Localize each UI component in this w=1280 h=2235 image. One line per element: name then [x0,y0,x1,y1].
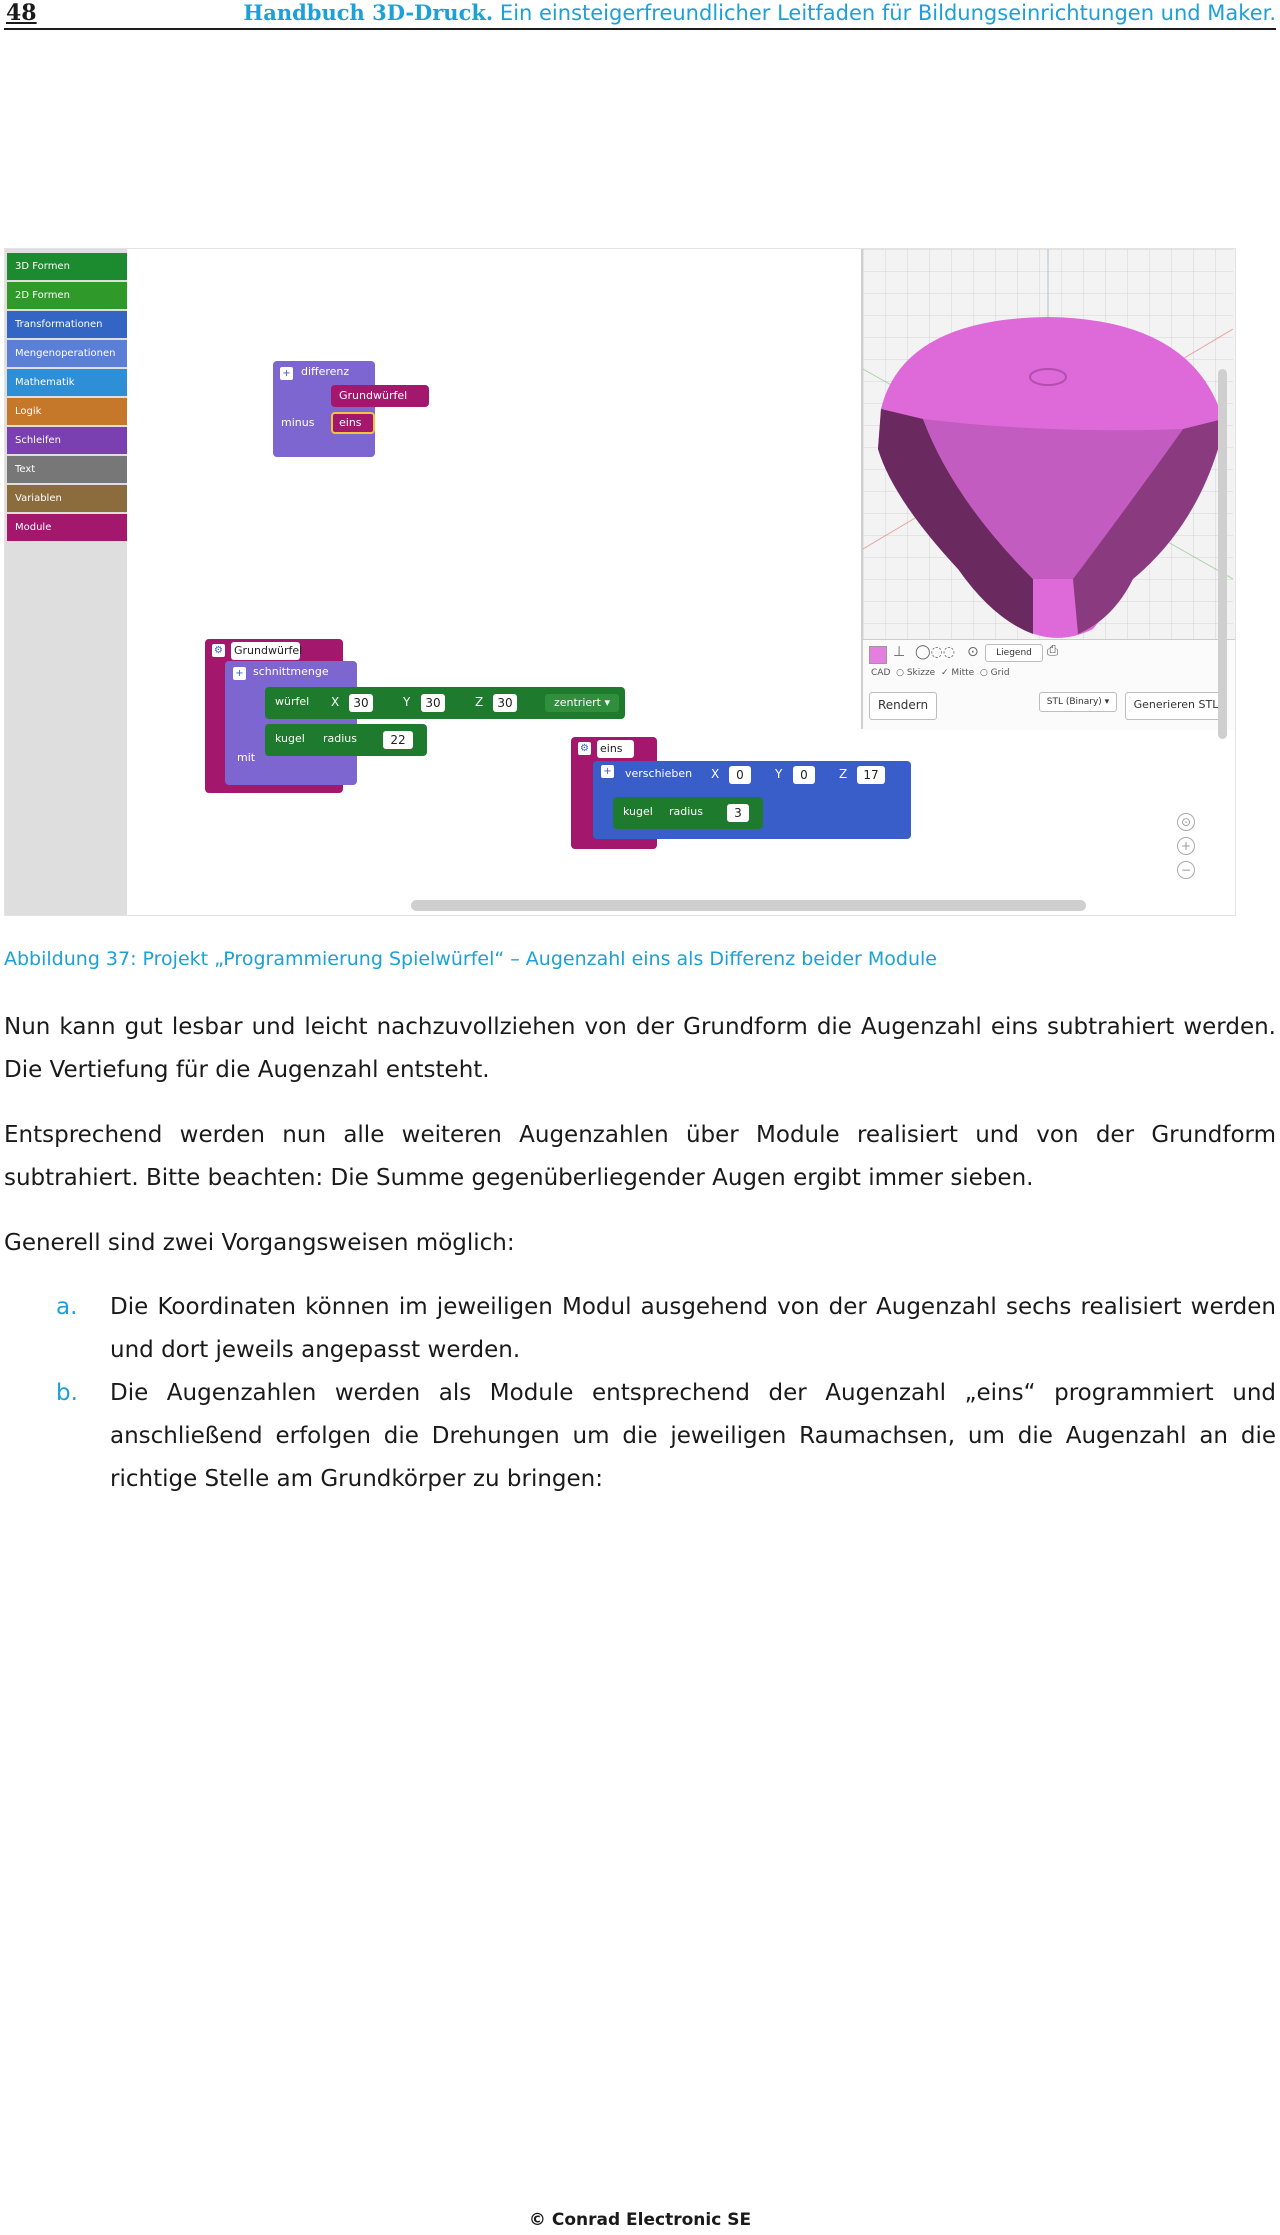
figure-caption: Abbildung 37: Projekt „Programmierung Spielwürfel“ – Augenzahl eins als Differenz beider Module [4,948,937,970]
category-transformations[interactable]: Transformationen [7,311,127,338]
camera-icon[interactable]: ⎙ [1047,643,1059,659]
translate-label: verschieben [625,767,693,780]
sphere-block[interactable] [265,724,427,756]
view-options: CAD ○ Skizze ✓ Mitte ○ Grid [871,668,1010,678]
gear-icon[interactable]: + [280,367,293,380]
paragraph-3: Generell sind zwei Vorgangsweisen möglich: [4,1230,515,1256]
option-skizze[interactable]: Skizze [906,668,936,678]
category-math[interactable]: Mathematik [7,369,127,396]
dice-render [863,249,1233,639]
cube-z-input[interactable]: 30 [493,694,517,712]
block-toolbox [5,249,127,915]
minus-label: minus [281,416,315,429]
category-variables[interactable]: Variablen [7,485,127,512]
option-mitte[interactable]: Mitte [951,668,975,678]
translate-y-input[interactable]: 0 [793,766,815,784]
x-label: X [711,767,720,781]
list-item-text: Die Augenzahlen werden als Module entsprechend der Augenzahl „eins“ programmiert und anschließend erfolgen die Drehungen um die jeweiligen Raumachsen, um die Augenzahl an die richtige Stelle am Grundkörper zu bringen: [110,1380,1276,1492]
with-label: mit [237,751,256,764]
sphere-radius-input[interactable]: 3 [727,804,749,822]
cube-centered-dropdown[interactable]: zentriert ▾ [545,694,619,712]
paragraph-2: Entsprechend werden nun alle weiteren Augenzahlen über Module realisiert und von der Grundform subtrahiert. Bitte beachten: Die Summe gegenüberliegender Augen ergibt immer sieben. [4,1122,1276,1191]
vertical-scrollbar[interactable] [1218,369,1227,739]
intersection-block[interactable] [225,661,357,785]
book-title-line [243,0,1276,25]
module-name-field[interactable]: Grundwürfel [231,642,300,660]
page-number: 48 [6,0,37,26]
category-loops[interactable]: Schleifen [7,427,127,454]
sphere-label: kugel [623,805,653,818]
sphere-label: kugel [275,732,305,745]
z-label: Z [839,767,848,781]
difference-block[interactable] [273,361,408,457]
book-subtitle: Ein einsteigerfreundlicher Leitfaden für Bildungseinrichtungen und Maker. [499,1,1276,25]
intersection-label: schnittmenge [253,665,329,678]
list-item-text: Die Koordinaten können im jeweiligen Modul ausgehend von der Augenzahl sechs realisiert werden und dort jeweils angepasst werden. [110,1294,1276,1363]
display-select[interactable]: Liegend [985,644,1043,662]
translate-z-input[interactable]: 17 [857,766,885,784]
z-label: Z [475,695,484,709]
gear-icon[interactable]: ⚙ [578,742,591,755]
list-marker: a. [56,1294,78,1320]
y-label: Y [775,767,783,781]
view-icons[interactable]: ◯◌◌ [915,644,956,660]
cube-x-input[interactable]: 30 [349,694,373,712]
render-viewer [861,249,1236,729]
category-text[interactable]: Text [7,456,127,483]
translate-x-input[interactable]: 0 [729,766,751,784]
category-modules[interactable]: Module [7,514,127,541]
paragraph-1: Nun kann gut lesbar und leicht nachzuvollziehen von der Grundform die Augenzahl eins subtrahiert werden. Die Vertiefung für die Augenzahl entsteht. [4,1014,1276,1083]
cube-y-input[interactable]: 30 [421,694,445,712]
category-set-operations[interactable]: Mengenoperationen [7,340,127,367]
list-item [4,1372,1276,1501]
viewer-controls [863,639,1236,730]
cube-label: würfel [275,695,310,708]
list-marker: b. [56,1380,78,1406]
radius-label: radius [669,805,704,818]
category-2d-shapes[interactable]: 2D Formen [7,282,127,309]
book-title: Handbuch 3D-Druck. [243,0,494,25]
sphere-block[interactable] [613,797,763,829]
zoom-in-icon[interactable]: + [1177,837,1195,855]
gear-icon[interactable]: + [601,765,614,778]
category-3d-shapes[interactable]: 3D Formen [7,253,127,280]
procedure-list [4,1286,1276,1501]
blockscad-screenshot [4,248,1236,916]
export-format-select[interactable]: STL (Binary) ▾ [1039,692,1117,712]
module-call-grundwuerfel[interactable]: Grundwürfel [331,385,429,407]
running-header [4,0,1276,30]
target-icon[interactable]: ⊙ [967,644,979,660]
horizontal-scrollbar[interactable] [411,900,1086,911]
sphere-radius-input[interactable]: 22 [383,731,413,749]
category-logic[interactable]: Logik [7,398,127,425]
module-call-eins[interactable]: eins [331,412,375,434]
difference-label: differenz [301,365,350,378]
zoom-out-icon[interactable]: − [1177,861,1195,879]
axes-icon[interactable]: ⊥ [893,644,906,660]
cube-block[interactable] [265,687,625,719]
list-item [4,1286,1276,1372]
centered-value: zentriert [553,696,601,709]
recenter-icon[interactable]: ⊙ [1177,813,1195,831]
radius-label: radius [323,732,358,745]
generate-stl-button[interactable]: Generieren STL [1125,692,1227,720]
x-label: X [331,695,340,709]
y-label: Y [403,695,411,709]
page-footer: © Conrad Electronic SE [528,2210,752,2230]
color-swatch[interactable] [869,646,887,664]
gear-icon[interactable]: ⚙ [212,644,225,657]
export-format-value: STL (Binary) [1046,697,1102,707]
option-cad[interactable]: CAD [871,668,891,678]
gear-icon[interactable]: + [233,667,246,680]
module-name-field[interactable]: eins [597,740,634,758]
render-button[interactable]: Rendern [869,692,937,720]
option-grid[interactable]: Grid [990,668,1010,678]
